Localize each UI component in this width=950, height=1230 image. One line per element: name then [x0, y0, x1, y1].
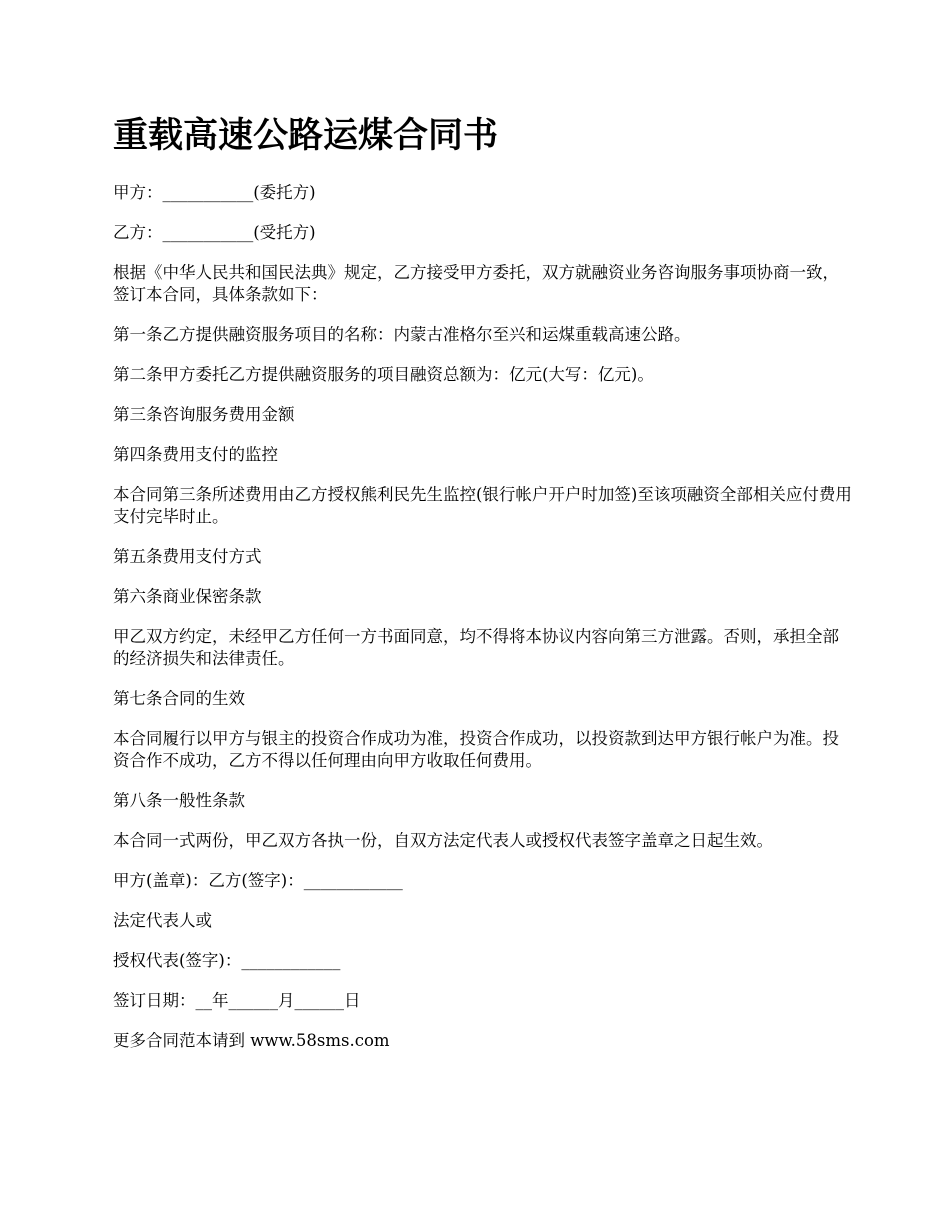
authorized-signature-line: 授权代表(签字)：____________ [113, 951, 341, 970]
article-8-body: 本合同一式两份，甲乙双方各执一份，自双方法定代表人或授权代表签字盖章之日起生效。 [113, 831, 773, 850]
article-7-body: 本合同履行以甲方与银主的投资合作成功为准，投资合作成功，以投资款到达甲方银行帐户为准。投资合作不成功，乙方不得以任何理由向甲方收取任何费用。 [113, 729, 839, 770]
article-2: 第二条甲方委托乙方提供融资服务的项目融资总额为：亿元(大写：亿元)。 [113, 365, 654, 384]
article-5-heading: 第五条费用支付方式 [113, 547, 262, 566]
document-title: 重载高速公路运煤合同书 [113, 116, 499, 156]
footer-note: 更多合同范本请到 www.58sms.com [113, 1031, 390, 1050]
legal-representative-line: 法定代表人或 [113, 911, 212, 930]
article-7-heading: 第七条合同的生效 [113, 689, 245, 708]
article-6-heading: 第六条商业保密条款 [113, 587, 262, 606]
article-6-body: 甲乙双方约定，未经甲乙方任何一方书面同意，均不得将本协议内容向第三方泄露。否则，承担全部的经济损失和法律责任。 [113, 627, 839, 668]
preamble-paragraph: 根据《中华人民共和国民法典》规定，乙方接受甲方委托，双方就融资业务咨询服务事项协商一致，签订本合同，具体条款如下： [113, 263, 839, 304]
document-page [113, 112, 853, 1070]
article-1: 第一条乙方提供融资服务项目的名称：内蒙古准格尔至兴和运煤重载高速公路。 [113, 325, 691, 344]
party-a-line: 甲方：___________(委托方) [113, 183, 316, 202]
signing-date-line: 签订日期：__年______月______日 [113, 991, 361, 1010]
signature-line: 甲方(盖章)：乙方(签字)：____________ [113, 871, 403, 890]
article-4-body: 本合同第三条所述费用由乙方授权熊利民先生监控(银行帐户开户时加签)至该项融资全部相关应付费用支付完毕时止。 [113, 485, 852, 526]
party-b-line: 乙方：___________(受托方) [113, 223, 316, 242]
article-8-heading: 第八条一般性条款 [113, 791, 245, 810]
article-3-heading: 第三条咨询服务费用金额 [113, 405, 295, 424]
article-4-heading: 第四条费用支付的监控 [113, 445, 278, 464]
